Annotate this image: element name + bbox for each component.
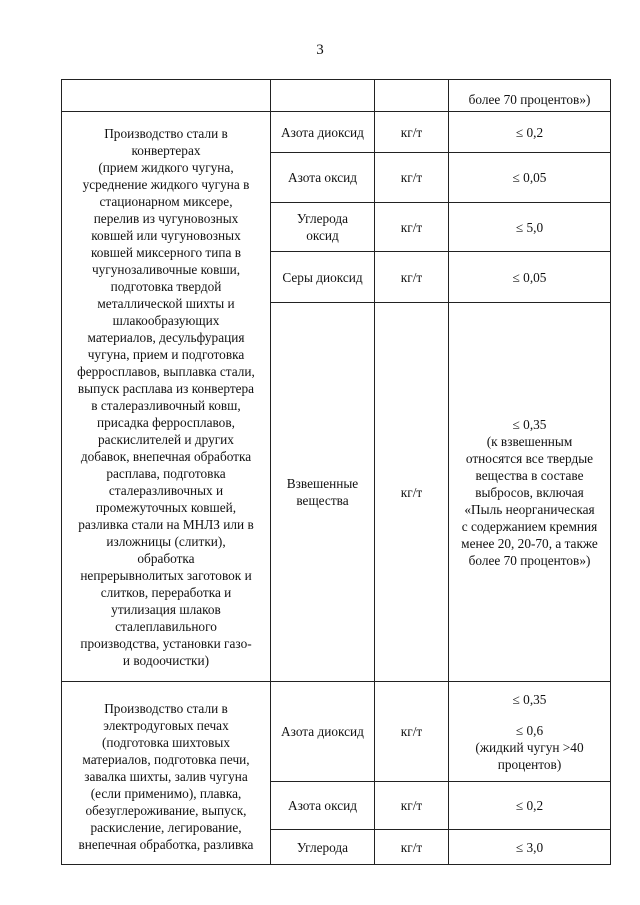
value-cell: ≤ 0,2 <box>449 112 611 153</box>
table-row <box>62 112 611 153</box>
value-line: ≤ 0,35 <box>512 691 547 707</box>
unit-cell: кг/т <box>375 112 449 153</box>
unit-cell: кг/т <box>375 830 449 865</box>
unit-cell: кг/т <box>375 303 449 682</box>
process-cell-empty <box>62 80 271 112</box>
value-cell: ≤ 0,05 <box>449 252 611 303</box>
table-row <box>62 682 611 782</box>
unit-cell: кг/т <box>375 153 449 203</box>
unit-cell-empty <box>375 80 449 112</box>
unit-cell: кг/т <box>375 252 449 303</box>
value-cell: ≤ 3,0 <box>449 830 611 865</box>
unit-cell: кг/т <box>375 782 449 830</box>
process-description-converter: Производство стали в конвертерах (прием жидкого чугуна, усреднение жидкого чугуна в стационарном миксере, перелив из чугуновозных ковшей или чугуновозных ковшей миксерного типа в чугунозаливочные ковши, подготовка твердой металлической шихты и шлакообразующих материалов, десульфурация чугуна, прием и подготовка ферросплавов, выплавка стали, выпуск расплава из конвертера в сталеразливочный ковш, присадка ферросплавов, раскислителей и других добавок, внепечная обработка расплава, подготовка сталеразливочных и промежуточных ковшей, разливка стали на МНЛЗ или в изложницы (слитки), обработка непрерывнолитых заготовок и слитков, переработка и утилизация шлаков сталеплавильного производства, установки газо- и водоочистки) <box>62 112 271 682</box>
value-cell: более 70 процентов») <box>449 80 611 112</box>
emission-standards-table <box>61 79 611 865</box>
value-cell: ≤ 0,2 <box>449 782 611 830</box>
substance-cell-empty <box>271 80 375 112</box>
substance-cell: Азота диоксид <box>271 112 375 153</box>
value-cell: ≤ 0,35 (к взвешенным относятся все твердые вещества в составе выбросов, включая «Пыль неорганическая с содержанием кремния менее 20, 20-70, а также более 70 процентов») <box>449 303 611 682</box>
substance-cell: Азота оксид <box>271 153 375 203</box>
unit-cell: кг/т <box>375 203 449 252</box>
substance-cell: Углерода <box>271 830 375 865</box>
substance-cell: Взвешенные вещества <box>271 303 375 682</box>
substance-cell: Азота диоксид <box>271 682 375 782</box>
substance-cell: Азота оксид <box>271 782 375 830</box>
page-number: 3 <box>316 42 324 58</box>
value-cell: ≤ 0,05 <box>449 153 611 203</box>
value-cell <box>449 682 611 782</box>
value-cell: ≤ 5,0 <box>449 203 611 252</box>
substance-cell: Серы диоксид <box>271 252 375 303</box>
process-description-electric-arc: Производство стали в электродуговых печах (подготовка шихтовых материалов, подготовка печи, завалка шихты, залив чугуна (если применимо), плавка, обезуглероживание, выпуск, раскисление, легирование, внепечная обработка, разливка <box>62 682 271 865</box>
substance-cell: Углерода оксид <box>271 203 375 252</box>
value-note: ≤ 0,6 (жидкий чугун >40 процентов) <box>475 722 584 772</box>
unit-cell: кг/т <box>375 682 449 782</box>
table-row-continuation <box>62 80 611 112</box>
